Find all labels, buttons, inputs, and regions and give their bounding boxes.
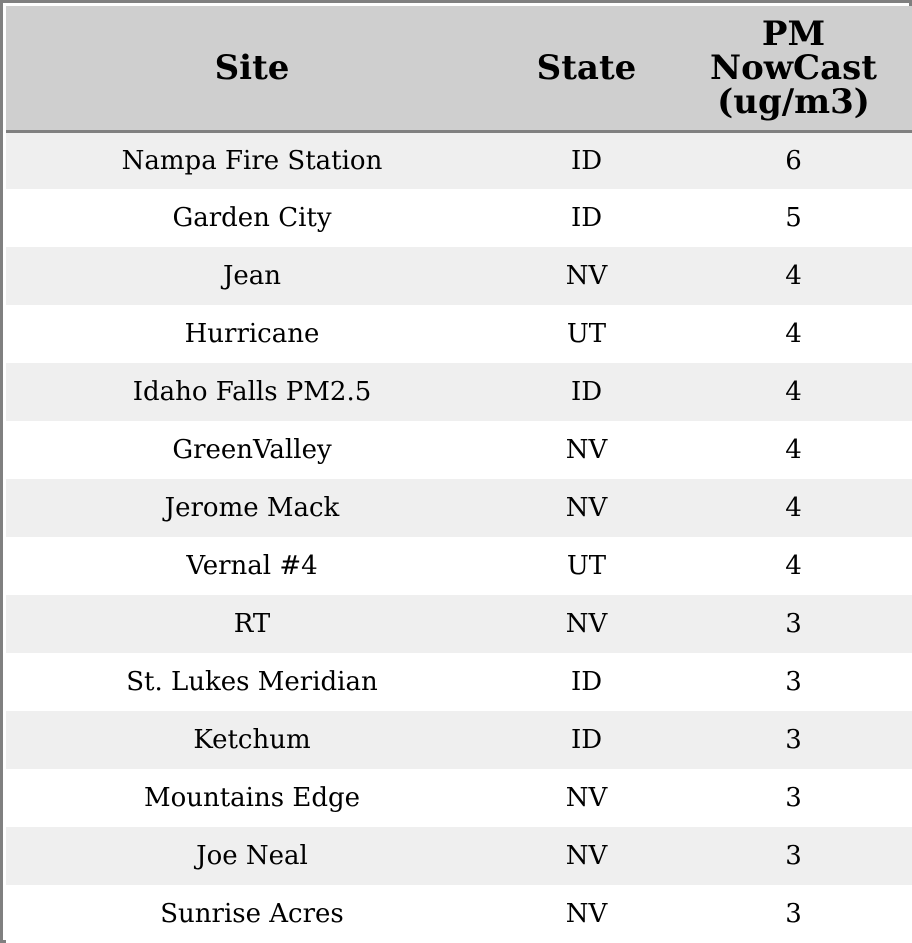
pm-nowcast-cell: 6	[785, 145, 802, 176]
pm-nowcast-cell: 3	[785, 783, 802, 813]
state-cell: ID	[570, 377, 603, 407]
pm-nowcast-cell: 4	[785, 377, 802, 407]
table-row	[6, 363, 912, 421]
state-cell: NV	[565, 899, 608, 929]
header-site: Site	[6, 6, 498, 131]
site-cell: Mountains Edge	[143, 783, 361, 813]
site-cell: Vernal #4	[186, 551, 318, 581]
state-cell: UT	[566, 319, 607, 349]
site-cell: Hurricane	[184, 319, 320, 349]
pm-nowcast-cell: 3	[785, 841, 802, 871]
pm-nowcast-cell: 3	[785, 899, 802, 929]
pm-nowcast-cell: 4	[785, 435, 802, 465]
header-pm-nowcast	[675, 6, 912, 131]
site-cell: Ketchum	[193, 725, 311, 755]
site-cell: St. Lukes Meridian	[126, 667, 378, 697]
site-cell: Garden City	[172, 203, 332, 233]
header-pm-line-1: PM	[761, 13, 826, 54]
header-pm-line-3: (ug/m3)	[717, 81, 870, 122]
table-row	[6, 479, 912, 537]
table-row	[6, 885, 912, 943]
state-cell: ID	[570, 667, 603, 697]
table-row	[6, 189, 912, 247]
pm-nowcast-cell: 4	[785, 551, 802, 581]
pm-nowcast-cell: 5	[785, 203, 802, 233]
state-cell: ID	[570, 203, 603, 233]
site-cell: RT	[233, 609, 271, 639]
pm-nowcast-cell: 4	[785, 493, 802, 523]
site-cell: Jerome Mack	[164, 493, 340, 523]
state-cell: NV	[565, 493, 608, 523]
state-cell: ID	[570, 725, 603, 755]
state-cell: NV	[565, 609, 608, 639]
table-row	[6, 131, 912, 189]
pm-nowcast-cell: 3	[785, 667, 802, 697]
table-row	[6, 653, 912, 711]
table-row	[6, 769, 912, 827]
pm-nowcast-cell: 4	[785, 261, 802, 291]
site-cell: GreenValley	[172, 435, 332, 465]
site-cell: Sunrise Acres	[160, 899, 344, 929]
site-cell: Idaho Falls PM2.5	[132, 377, 372, 407]
site-cell: Nampa Fire Station	[121, 145, 383, 176]
table-row	[6, 711, 912, 769]
table-body	[6, 131, 912, 943]
state-cell: NV	[565, 783, 608, 813]
state-cell: NV	[565, 261, 608, 291]
table-row	[6, 537, 912, 595]
pm-nowcast-table	[6, 6, 912, 943]
site-cell: Joe Neal	[196, 841, 308, 871]
table-row	[6, 305, 912, 363]
state-cell: ID	[570, 145, 603, 176]
table-row	[6, 247, 912, 305]
header-state: State	[498, 6, 675, 131]
pm-nowcast-cell: 4	[785, 319, 802, 349]
site-cell: Jean	[222, 261, 282, 291]
header-pm-line-2: NowCast	[710, 47, 877, 88]
pm-nowcast-cell: 3	[785, 725, 802, 755]
state-cell: UT	[566, 551, 607, 581]
state-cell: NV	[565, 841, 608, 871]
table-row	[6, 595, 912, 653]
state-cell: NV	[565, 435, 608, 465]
table-row	[6, 421, 912, 479]
header-row	[6, 6, 912, 131]
pm-nowcast-cell: 3	[785, 609, 802, 639]
table-row	[6, 827, 912, 885]
